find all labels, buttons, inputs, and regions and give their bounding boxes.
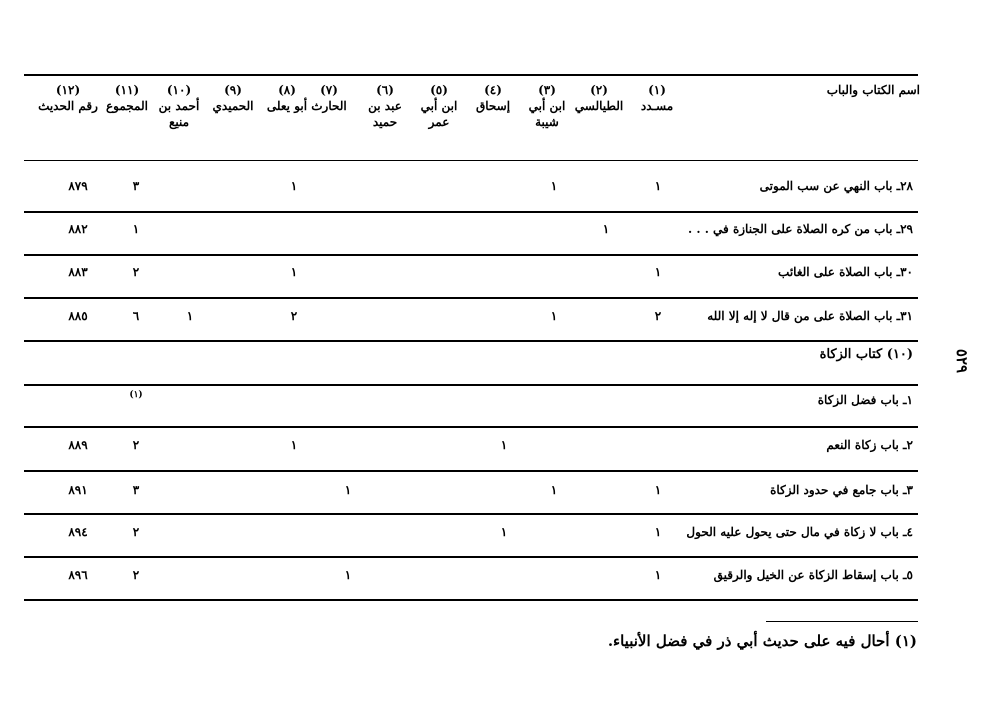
row-rule xyxy=(24,340,918,342)
cell-c11: ٢ xyxy=(132,265,140,279)
col-header-title: اسم الكتاب والباب xyxy=(826,83,920,97)
cell-c12: ٨٧٩ xyxy=(68,179,88,193)
cell-c8: ٢ xyxy=(290,309,298,323)
cell-c12: ٨٩٤ xyxy=(68,525,88,539)
footnote: (١) أحال فيه على حديث أبي ذر في فضل الأنبياء. xyxy=(607,632,917,650)
col-header-humaydi: (٩) الحميدي xyxy=(212,83,254,113)
cell-c11: ٣ xyxy=(132,483,140,497)
cell-c3: ١ xyxy=(550,309,558,323)
row-rule xyxy=(24,470,918,472)
cell-c11: ١ xyxy=(132,222,140,236)
col-header-ahmad-ibn-mani: (١٠) أحمد بن منيع xyxy=(158,83,200,129)
row-title: ٣١ـ باب الصلاة على من قال لا إله إلا الله xyxy=(707,309,913,323)
col-header-abu-yala: (٨) أبو يعلى xyxy=(266,83,308,113)
cell-c1: ١ xyxy=(654,483,662,497)
cell-c11: ٢ xyxy=(132,438,140,452)
row-rule xyxy=(24,297,918,299)
row-title: ٣ـ باب جامع في حدود الزكاة xyxy=(770,483,913,497)
cell-c1: ١ xyxy=(654,525,662,539)
cell-c10: ١ xyxy=(186,309,194,323)
cell-c12: ٨٩٦ xyxy=(68,568,88,582)
cell-c4: ١ xyxy=(500,438,508,452)
row-title: ٥ـ باب إسقاط الزكاة عن الخيل والرقيق xyxy=(713,568,913,582)
cell-c1: ١ xyxy=(654,568,662,582)
col-header-musaddad: (١) مسـدد xyxy=(640,83,674,113)
row-rule xyxy=(24,254,918,256)
header-bottom-rule xyxy=(24,160,918,161)
row-title: ٢٨ـ باب النهي عن سب الموتى xyxy=(759,179,913,193)
col-header-harith: (٧) الحارث xyxy=(311,83,347,113)
cell-c8: ١ xyxy=(290,265,298,279)
row-rule xyxy=(24,426,918,428)
row-title: ٢ـ باب زكاة النعم xyxy=(826,438,913,452)
row-title: ٣٠ـ باب الصلاة على الغائب xyxy=(778,265,913,279)
row-title: ٤ـ باب لا زكاة في مال حتى يحول عليه الحول xyxy=(686,525,913,539)
cell-c8: ١ xyxy=(290,179,298,193)
cell-c12: ٨٨٩ xyxy=(68,438,88,452)
cell-c4: ١ xyxy=(500,525,508,539)
cell-c7: ١ xyxy=(344,568,352,582)
cell-c1: ٢ xyxy=(654,309,662,323)
table-top-rule xyxy=(24,74,918,76)
col-header-total: (١١) المجموع xyxy=(106,83,148,113)
row-title: ٢٩ـ باب من كره الصلاة على الجنازة في . . . xyxy=(687,222,913,236)
row-rule xyxy=(24,211,918,213)
col-header-ibn-abi-shayba: (٣) ابن أبي شيبة xyxy=(528,83,566,129)
footnote-rule xyxy=(766,621,918,622)
cell-c1: ١ xyxy=(654,265,662,279)
cell-c12: ٨٨٢ xyxy=(68,222,88,236)
col-header-tayalisi: (٢) الطيالسي xyxy=(574,83,624,113)
cell-c12: ٨٨٣ xyxy=(68,265,88,279)
row-rule xyxy=(24,513,918,515)
col-header-ibn-abi-umar: (٥) ابن أبي عمر xyxy=(420,83,458,129)
section-heading: (١٠) كتاب الزكاة xyxy=(819,347,913,362)
cell-c8: ١ xyxy=(290,438,298,452)
row-rule xyxy=(24,599,918,601)
cell-c12: ٨٩١ xyxy=(68,483,88,497)
row-rule xyxy=(24,556,918,558)
col-header-hadith-number: (١٢) رقم الحديث xyxy=(38,83,98,113)
cell-c11: ٢ xyxy=(132,568,140,582)
footnote-marker: (١) xyxy=(129,390,143,400)
cell-c3: ١ xyxy=(550,179,558,193)
cell-c12: ٨٨٥ xyxy=(68,309,88,323)
cell-c2: ١ xyxy=(602,222,610,236)
cell-c11: ٣ xyxy=(132,179,140,193)
col-header-abd-ibn-humayd: (٦) عبد بن حميد xyxy=(368,83,402,129)
row-rule xyxy=(24,384,918,386)
cell-c1: ١ xyxy=(654,179,662,193)
cell-c3: ١ xyxy=(550,483,558,497)
page-number: ٥٢٩ xyxy=(953,348,971,374)
cell-c7: ١ xyxy=(344,483,352,497)
row-title: ١ـ باب فضل الزكاة xyxy=(817,393,913,407)
cell-c11: ٦ xyxy=(132,309,140,323)
col-header-ishaq: (٤) إسحاق xyxy=(475,83,511,113)
cell-c11: ٢ xyxy=(132,525,140,539)
